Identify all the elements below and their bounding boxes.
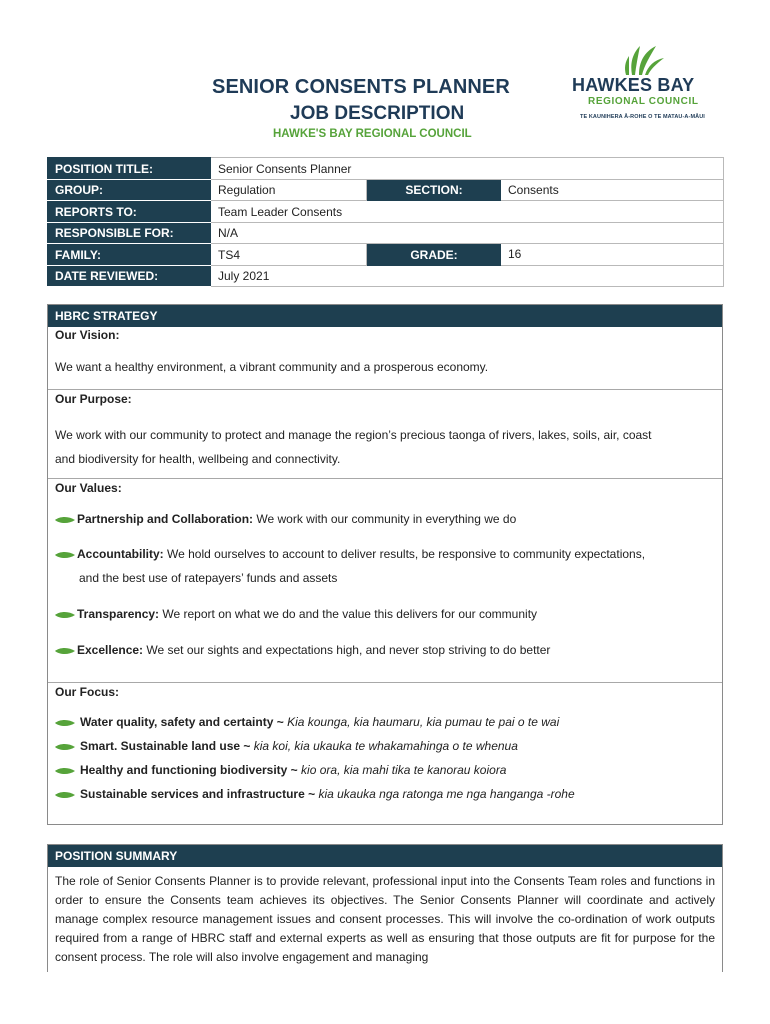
- purpose-title: Our Purpose:: [55, 392, 132, 406]
- leaf-bullet-icon: [55, 791, 75, 799]
- position-title-label: POSITION TITLE:: [48, 158, 211, 180]
- section-label: SECTION:: [367, 179, 501, 201]
- organisation-name: HAWKE'S BAY REGIONAL COUNCIL: [273, 128, 472, 140]
- date-reviewed-label: DATE REVIEWED:: [48, 265, 211, 287]
- focus-maori: Kia kounga, kia haumaru, kia pumau te pai o te wai: [287, 715, 560, 729]
- leaf-bullet-icon: [55, 719, 75, 727]
- strategy-heading: HBRC STRATEGY: [48, 305, 722, 327]
- position-summary-heading: POSITION SUMMARY: [48, 845, 722, 867]
- list-item: [55, 547, 715, 585]
- list-item: [55, 763, 715, 777]
- logo-regional: REGIONAL COUNCIL: [588, 96, 699, 107]
- leaf-bullet-icon: [55, 516, 75, 524]
- strategy-section: [47, 304, 723, 825]
- document-title: SENIOR CONSENTS PLANNER: [212, 76, 510, 98]
- group-value: Regulation: [211, 179, 367, 201]
- leaf-bullet-icon: [55, 767, 75, 775]
- reports-to-value: Team Leader Consents: [211, 201, 724, 223]
- date-reviewed-value: July 2021: [211, 265, 724, 287]
- leaf-bullet-icon: [55, 611, 75, 619]
- list-item: [55, 739, 715, 753]
- document-subtitle: JOB DESCRIPTION: [290, 103, 465, 124]
- responsible-for-value: N/A: [211, 222, 724, 244]
- table-row: [48, 179, 724, 201]
- position-details-table: [47, 157, 724, 287]
- value-text: We report on what we do and the value this delivers for our community: [162, 607, 538, 621]
- list-item: [55, 643, 715, 657]
- focus-maori: kia koi, kia ukauka te whakamahinga o te whenua: [253, 739, 518, 753]
- table-row: [48, 201, 724, 223]
- grade-value: 16: [501, 244, 724, 266]
- list-item: [55, 787, 715, 801]
- value-name: Transparency:: [77, 607, 160, 621]
- logo-name: HAWKES BAY: [572, 75, 695, 95]
- vision-block: [48, 327, 722, 389]
- purpose-text-line-1: We work with our community to protect and manage the region’s precious taonga of rivers, lakes, soils, air, coast: [55, 428, 652, 442]
- family-label: FAMILY:: [48, 244, 211, 266]
- list-item: [55, 715, 715, 729]
- leaf-bullet-icon: [55, 647, 75, 655]
- focus-name: Healthy and functioning biodiversity ~: [80, 763, 298, 777]
- group-label: GROUP:: [48, 179, 211, 201]
- value-text: We hold ourselves to account to deliver results, be responsive to community expectations,: [167, 547, 646, 561]
- focus-block: [48, 682, 722, 824]
- value-name: Excellence:: [77, 643, 144, 657]
- leaf-bullet-icon: [55, 743, 75, 751]
- position-summary-text: The role of Senior Consents Planner is to provide relevant, professional input into the Consents Team roles and functions in order to ensure the Consents team achieves its objectives. The Senior Consents Planner will coordinate and actively manage complex resource management issues and consent processes. This will involve the co-ordination of work outputs required from a range of HBRC staff and external experts as well as ensuring that those outputs are fit for purpose for the consent process. The role will also involve engagement and managing: [55, 874, 715, 964]
- logo-maori-name: TE KAUNIHERA Ā-ROHE O TE MATAU-A-MĀUI: [580, 114, 705, 120]
- value-text: We set our sights and expectations high, and never stop striving to do better: [146, 643, 551, 657]
- responsible-for-label: RESPONSIBLE FOR:: [48, 222, 211, 244]
- council-logo: [570, 42, 730, 124]
- value-text-continued: and the best use of ratepayers’ funds and assets: [79, 571, 338, 585]
- focus-name: Smart. Sustainable land use ~: [80, 739, 251, 753]
- table-row: [48, 158, 724, 180]
- focus-title: Our Focus:: [55, 685, 120, 699]
- value-name: Partnership and Collaboration:: [77, 512, 254, 526]
- section-value: Consents: [501, 179, 724, 201]
- list-item: [55, 512, 715, 526]
- values-block: [48, 478, 722, 682]
- reports-to-label: REPORTS TO:: [48, 201, 211, 223]
- value-name: Accountability:: [77, 547, 164, 561]
- position-summary-section: [47, 844, 723, 972]
- values-title: Our Values:: [55, 481, 122, 495]
- vision-text: We want a healthy environment, a vibrant community and a prosperous economy.: [55, 360, 489, 374]
- focus-name: Sustainable services and infrastructure ~: [80, 787, 316, 801]
- grade-label: GRADE:: [367, 244, 501, 266]
- focus-maori: kia ukauka nga ratonga me nga hanganga -rohe: [318, 787, 575, 801]
- purpose-block: [48, 389, 722, 478]
- purpose-text-line-2: and biodiversity for health, wellbeing and connectivity.: [55, 452, 341, 466]
- leaf-bullet-icon: [55, 551, 75, 559]
- table-row: [48, 265, 724, 287]
- leaf-logo-icon: [622, 42, 666, 76]
- value-text: We work with our community in everything we do: [256, 512, 517, 526]
- table-row: [48, 222, 724, 244]
- focus-name: Water quality, safety and certainty ~: [80, 715, 284, 729]
- position-title-value: Senior Consents Planner: [211, 158, 724, 180]
- focus-maori: kio ora, kia mahi tika te kanorau koiora: [301, 763, 507, 777]
- table-row: [48, 244, 724, 266]
- list-item: [55, 607, 715, 621]
- family-value: TS4: [211, 244, 367, 266]
- vision-title: Our Vision:: [55, 328, 120, 342]
